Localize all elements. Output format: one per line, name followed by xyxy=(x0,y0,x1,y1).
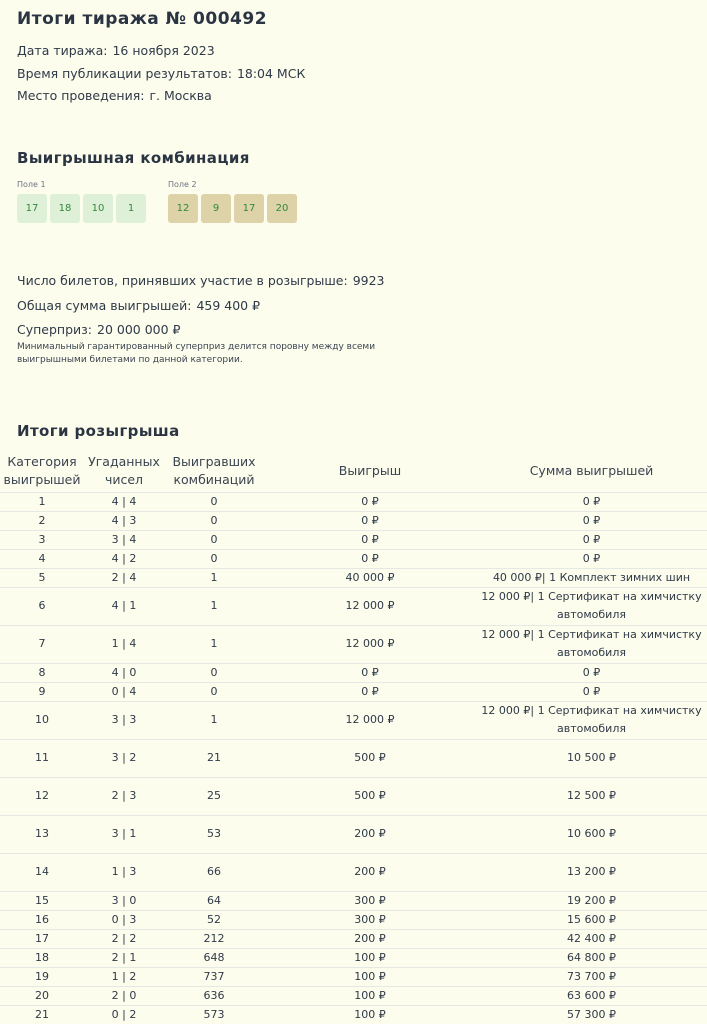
cell-prize-sum: 0 ₽ xyxy=(476,492,707,511)
combination-title: Выигрышная комбинация xyxy=(17,149,250,167)
cell-prize: 200 ₽ xyxy=(264,929,476,948)
cell-matched: 0 | 4 xyxy=(84,682,164,701)
cell-winning-combos: 648 xyxy=(164,948,264,967)
total-winnings-label: Общая сумма выигрышей: xyxy=(17,298,192,313)
table-row xyxy=(0,549,707,568)
results-table-header xyxy=(0,450,707,492)
cell-category: 10 xyxy=(0,701,84,739)
table-row xyxy=(0,815,707,853)
cell-prize-sum: 40 000 ₽| 1 Комплект зимних шин xyxy=(476,568,707,587)
table-row xyxy=(0,568,707,587)
cell-prize-sum: 19 200 ₽ xyxy=(476,891,707,910)
cell-prize: 300 ₽ xyxy=(264,891,476,910)
cell-prize-sum: 0 ₽ xyxy=(476,530,707,549)
cell-winning-combos: 1 xyxy=(164,568,264,587)
cell-matched: 3 | 1 xyxy=(84,815,164,853)
superprize-note: Минимальный гарантированный суперприз делится поровну между всеми выигрышными билетами по данной категории. xyxy=(17,342,376,365)
field2-ball: 9 xyxy=(201,194,231,223)
cell-prize-sum: 0 ₽ xyxy=(476,511,707,530)
draw-place xyxy=(17,88,212,103)
cell-category: 16 xyxy=(0,910,84,929)
table-row xyxy=(0,1005,707,1024)
cell-prize-sum: 12 000 ₽| 1 Сертификат на химчистку автомобиля xyxy=(476,701,707,739)
cell-prize-sum: 64 800 ₽ xyxy=(476,948,707,967)
cell-category: 21 xyxy=(0,1005,84,1024)
superprize-value: 20 000 000 ₽ xyxy=(97,322,181,337)
cell-category: 9 xyxy=(0,682,84,701)
field1-numbers xyxy=(17,194,146,223)
cell-prize: 100 ₽ xyxy=(264,967,476,986)
table-row xyxy=(0,929,707,948)
cell-prize: 0 ₽ xyxy=(264,682,476,701)
cell-prize: 300 ₽ xyxy=(264,910,476,929)
cell-category: 4 xyxy=(0,549,84,568)
table-row xyxy=(0,530,707,549)
table-row xyxy=(0,682,707,701)
cell-category: 11 xyxy=(0,739,84,777)
cell-prize: 0 ₽ xyxy=(264,511,476,530)
cell-category: 5 xyxy=(0,568,84,587)
cell-winning-combos: 737 xyxy=(164,967,264,986)
header-category: Категория выигрышей xyxy=(3,453,81,487)
cell-matched: 3 | 2 xyxy=(84,739,164,777)
cell-prize: 12 000 ₽ xyxy=(264,587,476,625)
field2-label: Поле 2 xyxy=(168,180,197,189)
cell-matched: 4 | 2 xyxy=(84,549,164,568)
cell-prize-sum: 12 000 ₽| 1 Сертификат на химчистку автомобиля xyxy=(476,587,707,625)
total-winnings xyxy=(17,298,260,313)
field2-ball: 20 xyxy=(267,194,297,223)
table-row xyxy=(0,587,707,625)
cell-prize: 40 000 ₽ xyxy=(264,568,476,587)
cell-matched: 4 | 0 xyxy=(84,663,164,682)
field1-ball: 10 xyxy=(83,194,113,223)
cell-winning-combos: 0 xyxy=(164,511,264,530)
cell-prize-sum: 0 ₽ xyxy=(476,663,707,682)
cell-matched: 0 | 2 xyxy=(84,1005,164,1024)
table-row xyxy=(0,777,707,815)
draw-place-label: Место проведения: xyxy=(17,88,145,103)
cell-winning-combos: 0 xyxy=(164,682,264,701)
cell-category: 13 xyxy=(0,815,84,853)
cell-prize: 0 ₽ xyxy=(264,530,476,549)
cell-category: 12 xyxy=(0,777,84,815)
cell-prize-sum: 0 ₽ xyxy=(476,682,707,701)
draw-date-value: 16 ноября 2023 xyxy=(112,43,215,58)
draw-place-value: г. Москва xyxy=(149,88,212,103)
cell-prize-sum: 15 600 ₽ xyxy=(476,910,707,929)
cell-winning-combos: 64 xyxy=(164,891,264,910)
cell-matched: 3 | 3 xyxy=(84,701,164,739)
cell-prize-sum: 12 500 ₽ xyxy=(476,777,707,815)
cell-prize-sum: 42 400 ₽ xyxy=(476,929,707,948)
table-row xyxy=(0,625,707,663)
cell-matched: 1 | 3 xyxy=(84,853,164,891)
cell-category: 17 xyxy=(0,929,84,948)
cell-winning-combos: 0 xyxy=(164,492,264,511)
cell-category: 6 xyxy=(0,587,84,625)
table-row xyxy=(0,967,707,986)
cell-category: 18 xyxy=(0,948,84,967)
cell-category: 15 xyxy=(0,891,84,910)
cell-prize: 100 ₽ xyxy=(264,986,476,1005)
cell-category: 7 xyxy=(0,625,84,663)
cell-matched: 2 | 2 xyxy=(84,929,164,948)
cell-category: 2 xyxy=(0,511,84,530)
table-row xyxy=(0,853,707,891)
cell-prize: 12 000 ₽ xyxy=(264,625,476,663)
results-table-body xyxy=(0,492,707,1024)
cell-matched: 0 | 3 xyxy=(84,910,164,929)
draw-date-label: Дата тиража: xyxy=(17,43,108,58)
cell-prize-sum: 13 200 ₽ xyxy=(476,853,707,891)
cell-prize: 500 ₽ xyxy=(264,739,476,777)
table-row xyxy=(0,492,707,511)
table-row xyxy=(0,511,707,530)
cell-matched: 3 | 0 xyxy=(84,891,164,910)
results-table xyxy=(0,450,707,1024)
table-row xyxy=(0,948,707,967)
publish-time-value: 18:04 МСК xyxy=(236,66,306,81)
cell-matched: 4 | 1 xyxy=(84,587,164,625)
superprize-label: Суперприз: xyxy=(17,322,93,337)
superprize xyxy=(17,322,181,337)
cell-winning-combos: 52 xyxy=(164,910,264,929)
cell-category: 20 xyxy=(0,986,84,1005)
cell-winning-combos: 0 xyxy=(164,549,264,568)
table-row xyxy=(0,663,707,682)
cell-winning-combos: 1 xyxy=(164,625,264,663)
cell-prize: 100 ₽ xyxy=(264,1005,476,1024)
cell-prize: 12 000 ₽ xyxy=(264,701,476,739)
publish-time xyxy=(17,66,305,81)
cell-winning-combos: 25 xyxy=(164,777,264,815)
cell-matched: 2 | 4 xyxy=(84,568,164,587)
field1-ball: 17 xyxy=(17,194,47,223)
cell-matched: 1 | 4 xyxy=(84,625,164,663)
table-row xyxy=(0,891,707,910)
cell-matched: 2 | 0 xyxy=(84,986,164,1005)
tickets-count xyxy=(17,273,385,288)
cell-prize: 200 ₽ xyxy=(264,815,476,853)
cell-prize-sum: 12 000 ₽| 1 Сертификат на химчистку автомобиля xyxy=(476,625,707,663)
tickets-count-value: 9923 xyxy=(352,273,385,288)
cell-prize-sum: 10 600 ₽ xyxy=(476,815,707,853)
cell-prize: 100 ₽ xyxy=(264,948,476,967)
cell-matched: 4 | 4 xyxy=(84,492,164,511)
cell-winning-combos: 212 xyxy=(164,929,264,948)
cell-winning-combos: 636 xyxy=(164,986,264,1005)
header-prize-sum: Сумма выигрышей xyxy=(529,462,654,478)
results-title: Итоги розыгрыша xyxy=(17,422,180,440)
cell-prize-sum: 73 700 ₽ xyxy=(476,967,707,986)
field2-ball: 17 xyxy=(234,194,264,223)
cell-prize-sum: 0 ₽ xyxy=(476,549,707,568)
field2-ball: 12 xyxy=(168,194,198,223)
header-matched: Угаданных чисел xyxy=(88,453,160,487)
cell-prize: 0 ₽ xyxy=(264,663,476,682)
cell-category: 19 xyxy=(0,967,84,986)
cell-winning-combos: 21 xyxy=(164,739,264,777)
page-title: Итоги тиража № 000492 xyxy=(17,9,268,29)
header-winning-combos: Выигравших комбинаций xyxy=(172,453,256,487)
cell-winning-combos: 0 xyxy=(164,530,264,549)
table-row xyxy=(0,701,707,739)
total-winnings-value: 459 400 ₽ xyxy=(196,298,261,313)
cell-winning-combos: 1 xyxy=(164,587,264,625)
cell-category: 3 xyxy=(0,530,84,549)
cell-prize: 0 ₽ xyxy=(264,549,476,568)
cell-matched: 2 | 1 xyxy=(84,948,164,967)
cell-prize: 0 ₽ xyxy=(264,492,476,511)
cell-prize-sum: 57 300 ₽ xyxy=(476,1005,707,1024)
cell-winning-combos: 0 xyxy=(164,663,264,682)
cell-matched: 2 | 3 xyxy=(84,777,164,815)
table-row xyxy=(0,739,707,777)
field1-label: Поле 1 xyxy=(17,180,46,189)
cell-matched: 1 | 2 xyxy=(84,967,164,986)
cell-prize: 500 ₽ xyxy=(264,777,476,815)
cell-category: 14 xyxy=(0,853,84,891)
tickets-count-label: Число билетов, принявших участие в розыгрыше: xyxy=(17,273,348,288)
draw-date xyxy=(17,43,215,58)
table-row xyxy=(0,910,707,929)
cell-winning-combos: 53 xyxy=(164,815,264,853)
cell-winning-combos: 573 xyxy=(164,1005,264,1024)
field1-ball: 1 xyxy=(116,194,146,223)
cell-prize-sum: 63 600 ₽ xyxy=(476,986,707,1005)
field1-ball: 18 xyxy=(50,194,80,223)
field2-numbers xyxy=(168,194,297,223)
cell-winning-combos: 66 xyxy=(164,853,264,891)
table-row xyxy=(0,986,707,1005)
cell-prize: 200 ₽ xyxy=(264,853,476,891)
cell-category: 1 xyxy=(0,492,84,511)
header-prize: Выигрыш xyxy=(338,462,402,478)
cell-prize-sum: 10 500 ₽ xyxy=(476,739,707,777)
cell-category: 8 xyxy=(0,663,84,682)
publish-time-label: Время публикации результатов: xyxy=(17,66,232,81)
cell-winning-combos: 1 xyxy=(164,701,264,739)
cell-matched: 3 | 4 xyxy=(84,530,164,549)
cell-matched: 4 | 3 xyxy=(84,511,164,530)
